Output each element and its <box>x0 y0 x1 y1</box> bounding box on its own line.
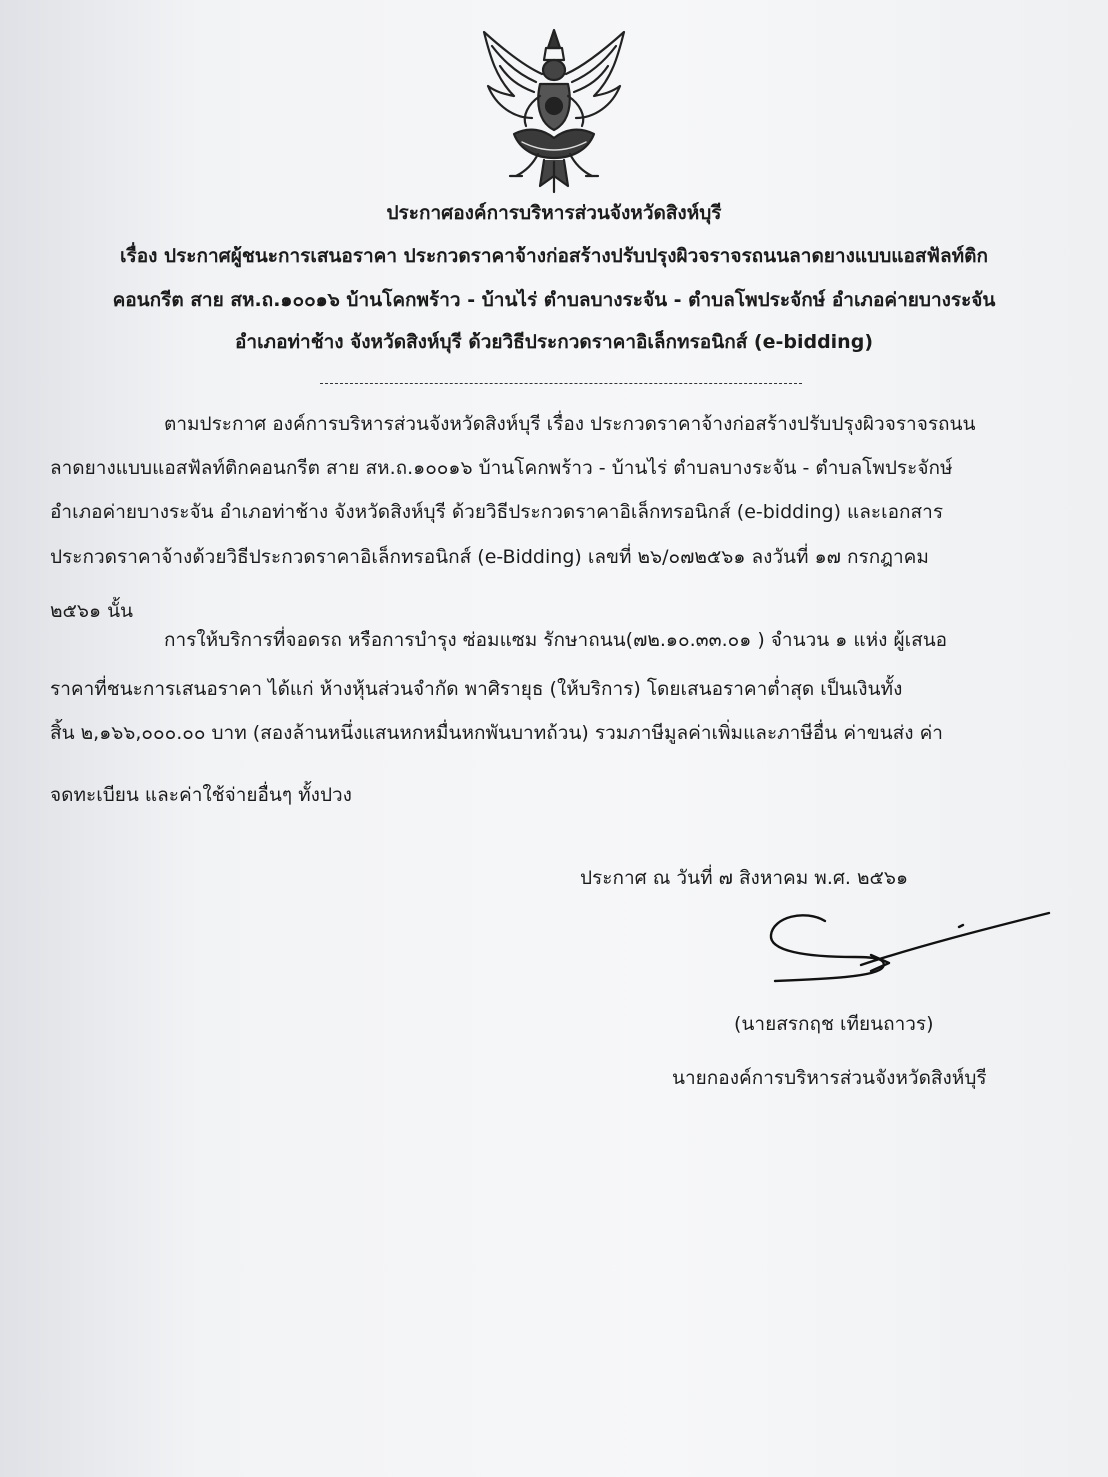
para1-line-3: อำเภอค่ายบางระจัน อำเภอท่าช้าง จังหวัดสิงห์บุรี ด้วยวิธีประกวดราคาอิเล็กทรอนิกส์ (e-bidding) และเอกสาร <box>50 501 944 523</box>
para1-line-4: ประกวดราคาจ้างด้วยวิธีประกวดราคาอิเล็กทรอนิกส์ (e-Bidding) เลขที่ ๒๖/๐๗๒๕๖๑ ลงวันที่ ๑๗ กรกฎาคม <box>50 546 929 568</box>
subject-line-1: เรื่อง ประกาศผู้ชนะการเสนอราคา ประกวดราคาจ้างก่อสร้างปรับปรุงผิวจราจรถนนลาดยางแบบแอสฟัลท์ติก <box>120 245 988 267</box>
signer-name: (นายสรกฤช เทียนถาวร) <box>734 1013 934 1035</box>
para2-line-1: การให้บริการที่จอดรถ หรือการบำรุง ซ่อมแซม รักษาถนน(๗๒.๑๐.๓๓.๐๑ ) จำนวน ๑ แห่ง ผู้เสนอ <box>164 629 948 651</box>
garuda-emblem-icon <box>474 26 634 196</box>
handwritten-signature-icon <box>765 905 1055 995</box>
para1-line-5: ๒๕๖๑ นั้น <box>50 600 134 622</box>
para2-line-4: จดทะเบียน และค่าใช้จ่ายอื่นๆ ทั้งปวง <box>50 784 352 806</box>
para1-line-1: ตามประกาศ องค์การบริหารส่วนจังหวัดสิงห์บุรี เรื่อง ประกวดราคาจ้างก่อสร้างปรับปรุงผิวจราจรถนน <box>164 413 976 435</box>
signer-title: นายกองค์การบริหารส่วนจังหวัดสิงห์บุรี <box>672 1067 987 1089</box>
para2-line-2: ราคาที่ชนะการเสนอราคา ได้แก่ ห้างหุ้นส่วนจำกัด พาศิรายุธ (ให้บริการ) โดยเสนอราคาต่ำสุด เป็นเงินทั้ง <box>50 678 903 700</box>
date-line: ประกาศ ณ วันที่ ๗ สิงหาคม พ.ศ. ๒๕๖๑ <box>580 867 909 889</box>
subject-line-3: อำเภอท่าช้าง จังหวัดสิงห์บุรี ด้วยวิธีประกวดราคาอิเล็กทรอนิกส์ (e-bidding) <box>234 331 873 353</box>
subject-line-2: คอนกรีต สาย สห.ถ.๑๐๐๑๖ บ้านโคกพร้าว - บ้านไร่ ตำบลบางระจัน - ตำบลโพประจักษ์ อำเภอค่ายบางระจัน <box>112 289 996 311</box>
org-title: ประกาศองค์การบริหารส่วนจังหวัดสิงห์บุรี <box>386 202 722 224</box>
separator-line <box>320 383 802 384</box>
para2-line-3: สิ้น ๒,๑๖๖,๐๐๐.๐๐ บาท (สองล้านหนึ่งแสนหกหมื่นหกพันบาทถ้วน) รวมภาษีมูลค่าเพิ่มและภาษีอื่น ค่าขนส่ง ค่า <box>50 722 943 744</box>
para1-line-2: ลาดยางแบบแอสฟัลท์ติกคอนกรีต สาย สห.ถ.๑๐๐๑๖ บ้านโคกพร้าว - บ้านไร่ ตำบลบางระจัน - ตำบลโพประจักษ์ <box>50 457 953 479</box>
